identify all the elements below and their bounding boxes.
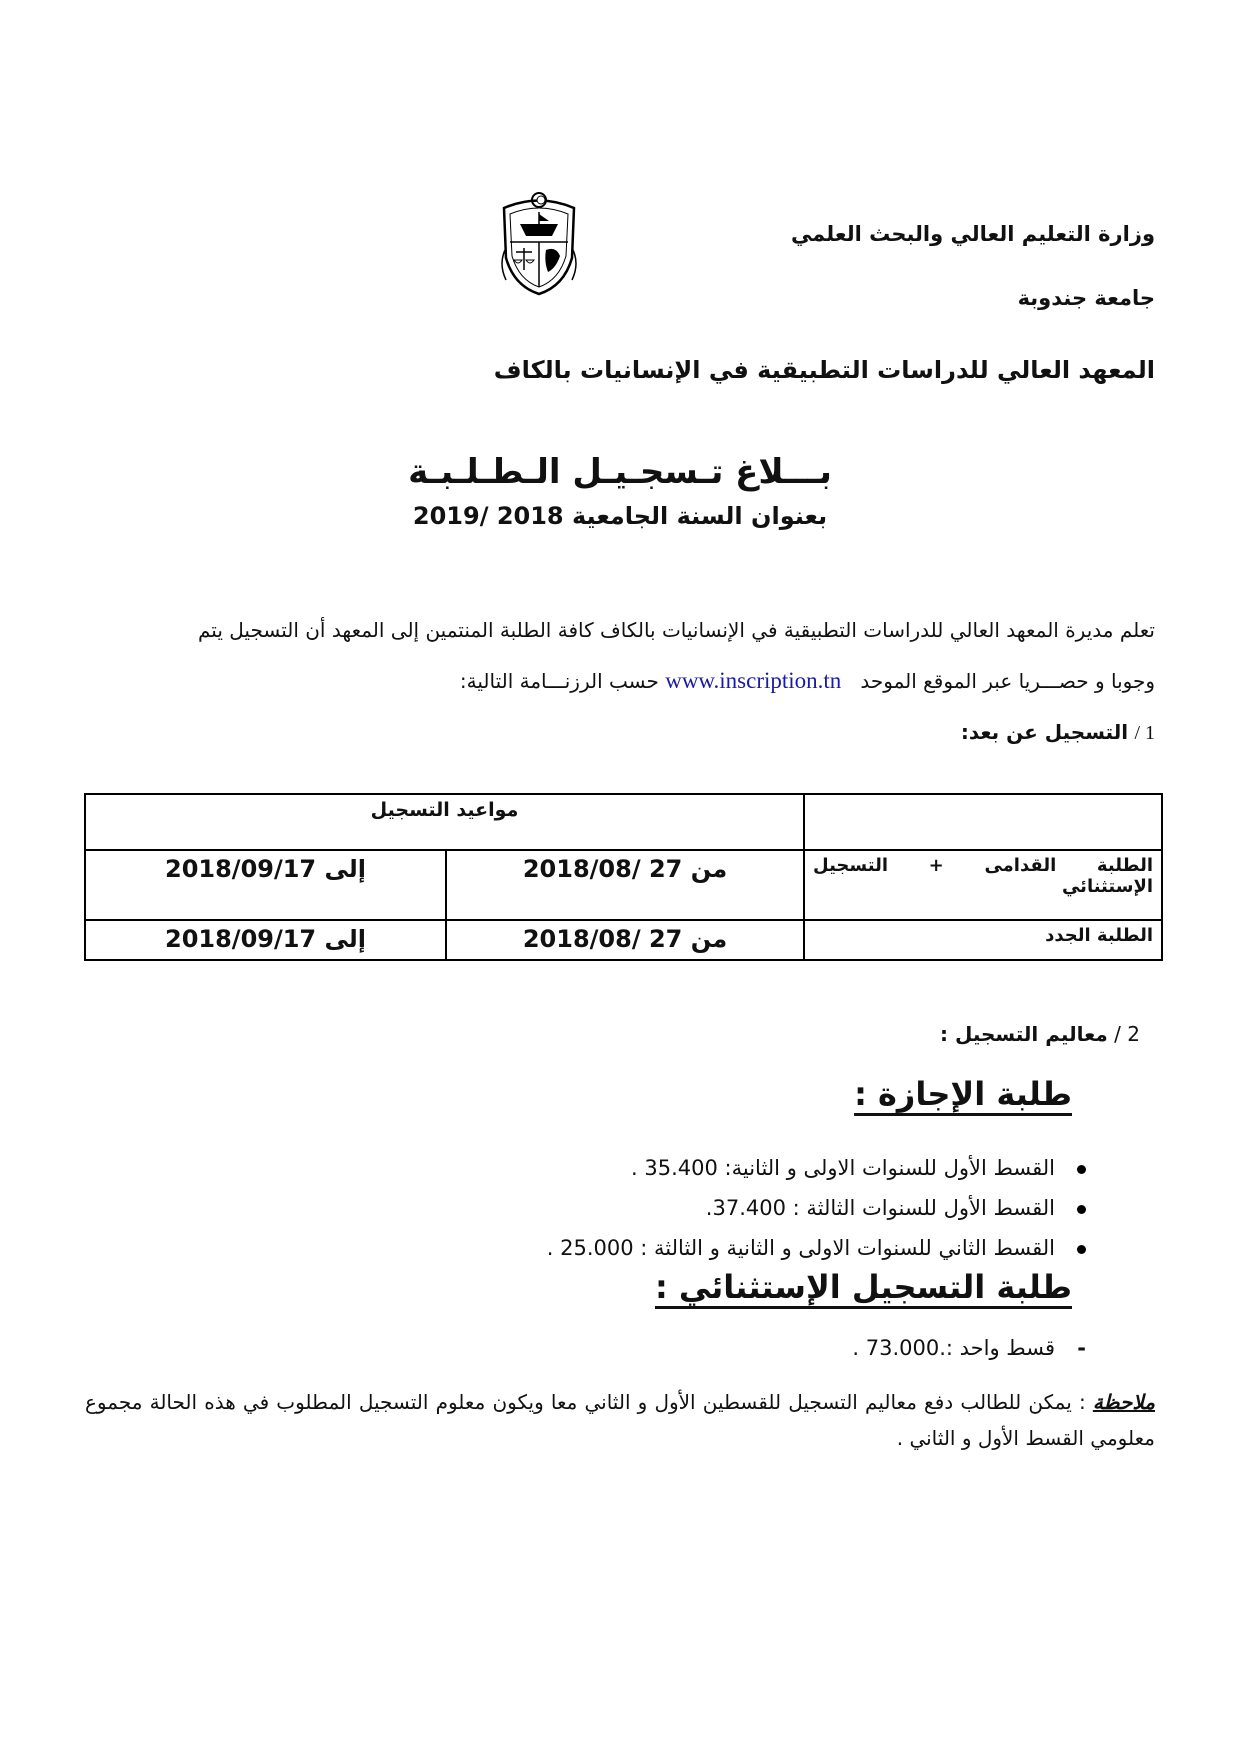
fee-text: القسط الثاني للسنوات الاولى و الثانية و الثالثة : 25.000 . [546, 1236, 1055, 1260]
fee-text: القسط الأول للسنوات الثالثة : 37.400. [705, 1196, 1055, 1220]
registration-website-link[interactable]: www.inscription.tn [665, 668, 842, 693]
intro-line-2-start: وجوبا و حصـــريا عبر الموقع الموحد [860, 669, 1155, 693]
notice-title: بـــلاغ تـسجـيـل الـطـلـبـة [408, 452, 832, 492]
section-1-number: 1 / [1134, 722, 1155, 744]
licence-fees-list [547, 1148, 1090, 1268]
bullet-icon [1077, 1165, 1086, 1174]
intro-line-2 [85, 668, 1155, 694]
bullet-icon [1077, 1245, 1086, 1254]
list-item [852, 1328, 1090, 1368]
list-item [547, 1188, 1090, 1228]
section-2-title: معاليم التسجيل : [940, 1022, 1108, 1046]
exceptional-students-heading: طلبة التسجيل الإستثنائي : [654, 1268, 1072, 1306]
table-header-dates: مواعيد التسجيل [85, 794, 804, 850]
row-start-date: من 27 /2018/08 [446, 920, 804, 960]
table-header-empty [804, 794, 1162, 850]
note-text: : يمكن للطالب دفع معاليم التسجيل للقسطين الأول و الثاني معا ويكون معلوم التسجيل المطلوب في هذه الحالة مجموع معلومي القسط الأول و الثاني . [85, 1390, 1155, 1450]
list-item [547, 1228, 1090, 1268]
row-label-new-students [804, 920, 1162, 960]
note-paragraph [85, 1384, 1155, 1456]
row-label-old-students [804, 850, 1162, 920]
note-label: ملاحظة [1092, 1390, 1155, 1414]
table-header-row [85, 794, 1162, 850]
table-row [85, 850, 1162, 920]
row-label-line-2: الإستثنائي [1061, 876, 1154, 897]
section-2-number: 2 / [1114, 1022, 1140, 1046]
dash-icon: - [1077, 1336, 1086, 1360]
row-end-date: إلى 2018/09/17 [85, 850, 446, 920]
row-end-date: إلى 2018/09/17 [85, 920, 446, 960]
fee-text: قسط واحد :.73.000 . [852, 1336, 1055, 1360]
academic-year-subtitle: بعنوان السنة الجامعية 2018 /2019 [412, 502, 828, 530]
section-1-title: التسجيل عن بعد: [960, 720, 1129, 744]
intro-line-2-end: حسب الرزنـــامة التالية: [459, 669, 659, 693]
table-row [85, 920, 1162, 960]
fee-text: القسط الأول للسنوات الاولى و الثانية: 35.400 . [631, 1156, 1055, 1180]
section-2-heading [940, 1022, 1140, 1046]
intro-line-1: تعلم مديرة المعهد العالي للدراسات التطبيقية في الإنسانيات بالكاف كافة الطلبة المنتمين إلى المعهد أن التسجيل يتم [198, 618, 1155, 642]
institute-name: المعهد العالي للدراسات التطبيقية في الإنسانيات بالكاف [493, 356, 1155, 384]
exceptional-fees-list [852, 1328, 1090, 1368]
bullet-icon [1077, 1205, 1086, 1214]
ministry-name: وزارة التعليم العالي والبحث العلمي [790, 222, 1155, 246]
section-1-heading [961, 720, 1155, 745]
row-label-line-1: الطلبة الجدد [1045, 925, 1154, 946]
list-item [547, 1148, 1090, 1188]
row-start-date: من 27 /2018/08 [446, 850, 804, 920]
coat-of-arms-emblem [494, 188, 584, 298]
registration-schedule-table [84, 793, 1163, 961]
row-label-line-1: الطلبة القدامى + التسجيل [813, 855, 1154, 876]
university-name: جامعة جندوبة [1017, 286, 1155, 310]
licence-students-heading: طلبة الإجازة : [854, 1075, 1072, 1113]
